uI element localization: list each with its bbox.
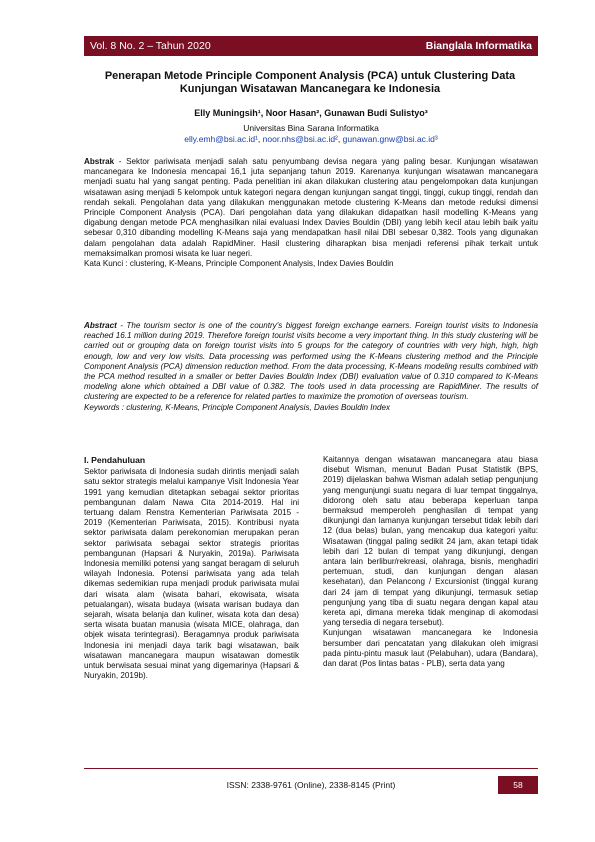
keywords: Keywords : clustering, K-Means, Principle Component Analysis, Davies Bouldin Index xyxy=(84,402,391,412)
footer-divider xyxy=(84,768,538,769)
abstrak-block xyxy=(84,157,538,269)
authors: Elly Muningsih¹, Noor Hasan², Gunawan Budi Sulistyo³ xyxy=(194,108,428,118)
issn: ISSN: 2338-9761 (Online), 2338-8145 (Print) xyxy=(226,780,396,790)
journal-name: Bianglala Informatika xyxy=(425,40,532,52)
footer xyxy=(84,776,538,794)
abstrak-label: Abstrak xyxy=(84,157,115,166)
affiliation: Universitas Bina Sarana Informatika xyxy=(243,123,379,133)
email-link-1[interactable]: elly.emh@bsi.ac.id¹ xyxy=(184,134,258,144)
paragraph: Kaitannya dengan wisatawan mancanegara atau biasa disebut Wisman, menurut Badan Pusat Statistik (BPS, 2019) dijelaskan bahwa Wisman adalah setiap pengunjung yang mengunjungi suatu negara di luar tempat tinggalnya, didorong oleh satu atau beberapa keperluan tanpa bermaksud memperoleh penghasilan di tempat yang dikunjungi dan lamanya kunjungan tersebut tidak lebih dari 12 (dua belas) bulan, yang mencakup dua kategori yaitu: Wisatawan (tinggal paling sedikit 24 jam, akan tetapi tidak lebih dari 12 bulan di tempat yang dikunjungi, dengan antara lain berlibur/rekreasi, olahraga, bisnis, menghadiri pertemuan, studi, dan kunjungan dengan alasan kesehatan), dan Pelancong / Excursionist (tinggal kurang dari 24 jam di tempat yang dikunjungi, termasuk setiap pengunjung yang tiba di suatu negara dengan kapal atau kereta api, dimana mereka tidak menginap di akomodasi yang tersedia di negara tersebut). xyxy=(323,455,538,628)
paper-title: Penerapan Metode Principle Component Analysis (PCA) untuk Clustering Data Kunjungan Wisatawan Mancanegara ke Indonesia xyxy=(104,70,516,95)
paragraph: Kunjungan wisatawan mancanegara ke Indonesia bersumber dari pencatatan yang dilakukan oleh imigrasi pada pintu-pintu masuk laut (Pelabuhan), udara (Bandara), dan darat (Pos lintas batas - PLB), serta data yang xyxy=(323,628,538,669)
right-column xyxy=(323,455,538,669)
email-separator: , xyxy=(257,134,263,144)
section-heading: I. Pendahuluan xyxy=(84,455,146,465)
email-link-2[interactable]: noor.nhs@bsi.ac.id² xyxy=(262,134,338,144)
issue-label: Vol. 8 No. 2 – Tahun 2020 xyxy=(90,40,211,52)
abstract-block xyxy=(84,321,538,413)
kata-kunci: Kata Kunci : clustering, K-Means, Principle Component Analysis, Index Davies Bouldin xyxy=(84,259,394,269)
abstract-label: Abstract xyxy=(84,321,117,330)
left-column xyxy=(84,455,299,681)
abstrak-text: - Sektor pariwisata menjadi salah satu penyumbang devisa negara yang paling besar. Kunjungan wisatawan mancanegara ke Indonesia mencapai 16,1 juta sepanjang tahun 2019. Karenanya kunjungan wisatawan mancanegara menjadi suatu hal yang sangat penting. Pada penelitian ini akan dilakukan clustering atau pengelompokan data kunjungan wisatawan asing menjadi 5 kelompok untuk kategori negara dengan kunjungan sangat tinggi, tinggi, cukup tinggi, rendah dan rendah sekali. Pengolahan data yang dilakukan menggunakan metode clustering K-Means dan metode reduksi dimensi Principle Component Analysis (PCA). Dari pengolahan data yang dilakukan didapatkan hasil modelling K-Means yang digabung dengan metode PCA menghasilkan nilai evaluasi Index Davies Bouldin (DBI) yang lebih kecil atau lebih baik yaitu sebesar 0,310 dibanding modelling K-Means saja yang mendapatkan hasil nilai DBI sebesar 0,382. Tools yang digunakan dalam pengolahan data adalah RapidMiner. Hasil clustering diharapkan bisa menjadi referensi pihak terkait untuk memaksimalkan promosi wisata ke luar negeri. xyxy=(84,157,538,258)
paragraph: Sektor pariwisata di Indonesia sudah dirintis menjadi salah satu sektor strategis melalui kampanye Visit Indonesia Year 1991 yang kemudian ditetapkan sebagai sektor prioritas pembangunan dalam Nawa Cita 2014-2019. Hal ini tertuang dalam Renstra Kementerian Pariwisata 2015 - 2019 (Kementerian Pariwisata, 2015). Kontribusi nyata sektor pariwisata dalam perekonomian merupakan peran sektor pariwisata sebagai sektor strategis prioritas pembangunan (Hapsari & Nuryakin, 2019a). Pariwisata Indonesia memiliki potensi yang sangat beragam di seluruh wilayah Indonesia. Potensi pariwisata yang ada telah dikemas sedemikian rupa menjadi produk pariwisata mulai dari wisata alam (wisata bahari, ekowisata, wisata petualangan), wisata budaya (wisata warisan budaya dan sejarah, wisata belanja dan kuliner, wisata kota dan desa) serta wisata buatan manusia (wisata MICE, olahraga, dan objek wisata terintegrasi). Beragamnya produk pariwisata Indonesia ini menjadi daya tarik bagi wisatawan, baik wisatawan mancanegara maupun wisatawan domestik untuk berwisata sesuai minat yang digemarinya (Hapsari & Nuryakin, 2019b). xyxy=(84,467,299,681)
author-emails xyxy=(84,134,538,144)
journal-header-bar xyxy=(84,36,538,56)
email-separator: , xyxy=(337,134,343,144)
abstract-text: - The tourism sector is one of the country's biggest foreign exchange earners. Foreign tourist visits to Indonesia reached 16.1 million during 2019. Therefore foreign tourist visits become a very important thing. In this study clustering will be carried out or grouping data on foreign tourist visits into 5 groups for the category of countries with very high, high, high enough, low and very low visits. Data processing was performed using the K-Means clustering method and the Principle Component Analysis (PCA) dimension reduction method. From the data processing, K-Means modeling results combined with the PCA method resulted in a smaller or better Davies Bouldin Index (DBI) evaluation value of 0.310 compared to K-Means modeling alone which obtained a DBI value of 0.382. The tools used in data processing are RapidMiner. The results of clustering are expected to be a reference for related parties to maximize the promotion of overseas tourism. xyxy=(84,321,538,402)
page-number: 58 xyxy=(498,776,538,794)
email-link-3[interactable]: gunawan.gnw@bsi.ac.id³ xyxy=(342,134,438,144)
